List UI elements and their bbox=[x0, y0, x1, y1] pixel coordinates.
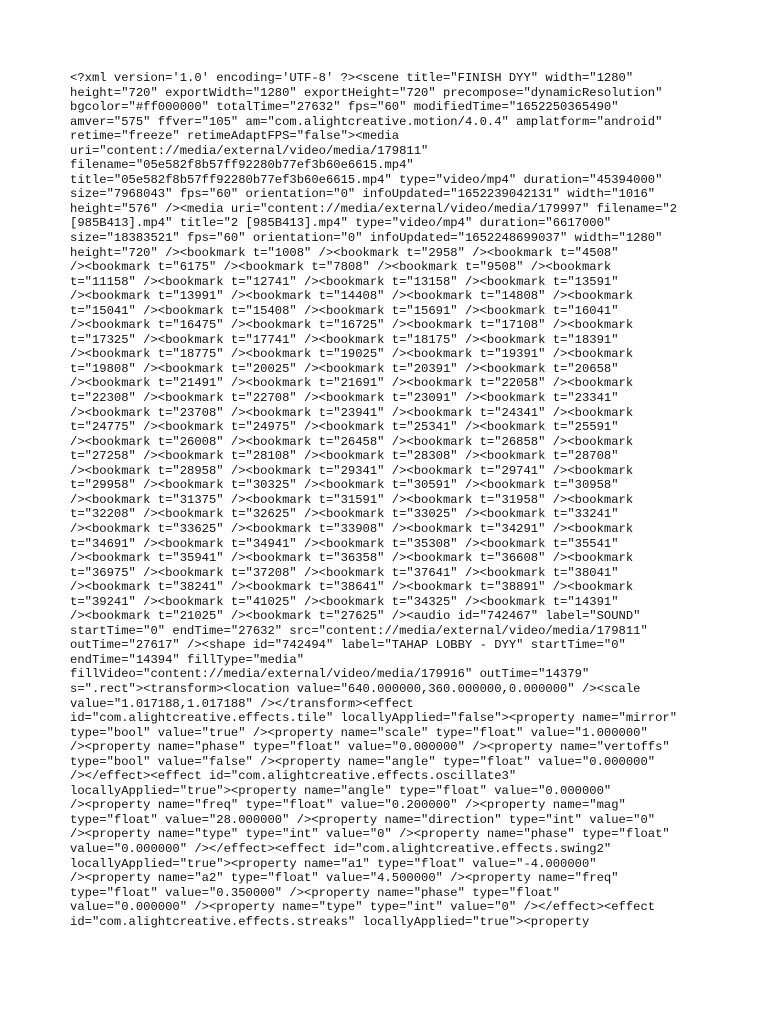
text-line: /><bookmark t="16475" /><bookmark t="16725" /><bookmark t="17108" /><bookmark bbox=[70, 318, 634, 333]
text-line: t="15041" /><bookmark t="15408" /><bookmark t="15691" /><bookmark t="16041" bbox=[70, 303, 619, 318]
text-line: type="float" value="28.000000" /><property name="direction" type="int" value="0" bbox=[70, 812, 656, 827]
document-page bbox=[70, 71, 710, 929]
text-line: s=".rect"><transform><location value="640.000000,360.000000,0.000000" /><scale bbox=[70, 681, 641, 696]
text-line: t="39241" /><bookmark t="41025" /><bookmark t="34325" /><bookmark t="14391" bbox=[70, 594, 619, 609]
text-line: id="com.alightcreative.effects.streaks" locallyApplied="true"><property bbox=[70, 914, 590, 929]
text-line: uri="content://media/external/video/media/179811" bbox=[70, 143, 429, 158]
text-line: /><bookmark t="31375" /><bookmark t="31591" /><bookmark t="31958" /><bookmark bbox=[70, 492, 634, 507]
text-line: [985B413].mp4" title="2 [985B413].mp4" type="video/mp4" duration="6617000" bbox=[70, 216, 612, 231]
text-line: t="36975" /><bookmark t="37208" /><bookmark t="37641" /><bookmark t="38041" bbox=[70, 565, 619, 580]
text-line: /></effect><effect id="com.alightcreative.effects.oscillate3" bbox=[70, 769, 517, 784]
text-line: /><bookmark t="21025" /><bookmark t="27625" /><audio id="742467" label="SOUND" bbox=[70, 609, 641, 624]
text-line: endTime="14394" fillType="media" bbox=[70, 652, 305, 667]
text-line: t="29958" /><bookmark t="30325" /><bookmark t="30591" /><bookmark t="30958" bbox=[70, 478, 619, 493]
text-line: bgcolor="#ff000000" totalTime="27632" fps="60" modifiedTime="1652250365490" bbox=[70, 100, 619, 115]
text-line: t="27258" /><bookmark t="28108" /><bookmark t="28308" /><bookmark t="28708" bbox=[70, 449, 619, 464]
text-line: /><bookmark t="6175" /><bookmark t="7808" /><bookmark t="9508" /><bookmark bbox=[70, 260, 612, 275]
text-line: value="0.000000" /></effect><effect id="com.alightcreative.effects.swing2" bbox=[70, 841, 612, 856]
text-line: /><bookmark t="21491" /><bookmark t="21691" /><bookmark t="22058" /><bookmark bbox=[70, 376, 634, 391]
text-line: size="7968043" fps="60" orientation="0" infoUpdated="1652239042131" width="1016" bbox=[70, 187, 656, 202]
text-line: t="11158" /><bookmark t="12741" /><bookmark t="13158" /><bookmark t="13591" bbox=[70, 274, 619, 289]
text-line: t="19808" /><bookmark t="20025" /><bookmark t="20391" /><bookmark t="20658" bbox=[70, 361, 619, 376]
text-line: amver="575" ffver="105" am="com.alightcreative.motion/4.0.4" amplatform="android" bbox=[70, 114, 663, 129]
text-line: t="24775" /><bookmark t="24975" /><bookmark t="25341" /><bookmark t="25591" bbox=[70, 420, 619, 435]
text-line: height="576" /><media uri="content://media/external/video/media/179997" filename="2 bbox=[70, 201, 678, 216]
text-line: id="com.alightcreative.effects.tile" locallyApplied="false"><property name="mirror" bbox=[70, 711, 678, 726]
text-line: t="22308" /><bookmark t="22708" /><bookmark t="23091" /><bookmark t="23341" bbox=[70, 391, 619, 406]
text-line: type="float" value="0.350000" /><property name="phase" type="float" bbox=[70, 885, 561, 900]
text-line: /><bookmark t="26008" /><bookmark t="26458" /><bookmark t="26858" /><bookmark bbox=[70, 434, 634, 449]
text-line: outTime="27617" /><shape id="742494" label="TAHAP LOBBY - DYY" startTime="0" bbox=[70, 638, 626, 653]
text-line: type="bool" value="true" /><property name="scale" type="float" value="1.000000" bbox=[70, 725, 648, 740]
text-line: filename="05e582f8b57ff92280b77ef3b60e6615.mp4" bbox=[70, 158, 414, 173]
text-line: value="0.000000" /><property name="type" type="int" value="0" /></effect><effect bbox=[70, 900, 656, 915]
text-line: /><property name="freq" type="float" value="0.200000" /><property name="mag" bbox=[70, 798, 626, 813]
text-line: /><bookmark t="23708" /><bookmark t="23941" /><bookmark t="24341" /><bookmark bbox=[70, 405, 634, 420]
text-line: height="720" /><bookmark t="1008" /><bookmark t="2958" /><bookmark t="4508" bbox=[70, 245, 619, 260]
text-line: fillVideo="content://media/external/video/media/179916" outTime="14379" bbox=[70, 667, 590, 682]
text-line: /><bookmark t="38241" /><bookmark t="38641" /><bookmark t="38891" /><bookmark bbox=[70, 580, 634, 595]
text-line: /><bookmark t="13991" /><bookmark t="14408" /><bookmark t="14808" /><bookmark bbox=[70, 289, 634, 304]
text-line: /><property name="phase" type="float" value="0.000000" /><property name="vertoffs" bbox=[70, 740, 670, 755]
text-line: /><bookmark t="33625" /><bookmark t="33908" /><bookmark t="34291" /><bookmark bbox=[70, 521, 634, 536]
text-line: height="720" exportWidth="1280" exportHeight="720" precompose="dynamicResolution" bbox=[70, 85, 663, 100]
text-line: locallyApplied="true"><property name="a1" type="float" value="-4.000000" bbox=[70, 856, 597, 871]
text-line: /><bookmark t="28958" /><bookmark t="29341" /><bookmark t="29741" /><bookmark bbox=[70, 463, 634, 478]
text-line: <?xml version='1.0' encoding='UTF-8' ?><scene title="FINISH DYY" width="1280" bbox=[70, 71, 634, 85]
text-line: retime="freeze" retimeAdaptFPS="false"><media bbox=[70, 129, 400, 144]
text-line: t="32208" /><bookmark t="32625" /><bookmark t="33025" /><bookmark t="33241" bbox=[70, 507, 619, 522]
text-line: t="34691" /><bookmark t="34941" /><bookmark t="35308" /><bookmark t="35541" bbox=[70, 536, 619, 551]
text-line: size="18383521" fps="60" orientation="0" infoUpdated="1652248699037" width="1280" bbox=[70, 231, 663, 246]
text-line: type="bool" value="false" /><property name="angle" type="float" value="0.000000" bbox=[70, 754, 656, 769]
text-line: /><bookmark t="18775" /><bookmark t="19025" /><bookmark t="19391" /><bookmark bbox=[70, 347, 634, 362]
text-line: startTime="0" endTime="27632" src="content://media/external/video/media/179811" bbox=[70, 623, 648, 638]
text-line: /><property name="type" type="int" value="0" /><property name="phase" type="float" bbox=[70, 827, 670, 842]
text-line: locallyApplied="true"><property name="angle" type="float" value="0.000000" bbox=[70, 783, 612, 798]
text-line: /><bookmark t="35941" /><bookmark t="36358" /><bookmark t="36608" /><bookmark bbox=[70, 551, 634, 566]
text-line: t="17325" /><bookmark t="17741" /><bookmark t="18175" /><bookmark t="18391" bbox=[70, 332, 619, 347]
text-line: title="05e582f8b57ff92280b77ef3b60e6615.mp4" type="video/mp4" duration="45394000" bbox=[70, 172, 663, 187]
text-line: value="1.017188,1.017188" /></transform><effect bbox=[70, 696, 414, 711]
text-line: /><property name="a2" type="float" value="4.500000" /><property name="freq" bbox=[70, 871, 619, 886]
